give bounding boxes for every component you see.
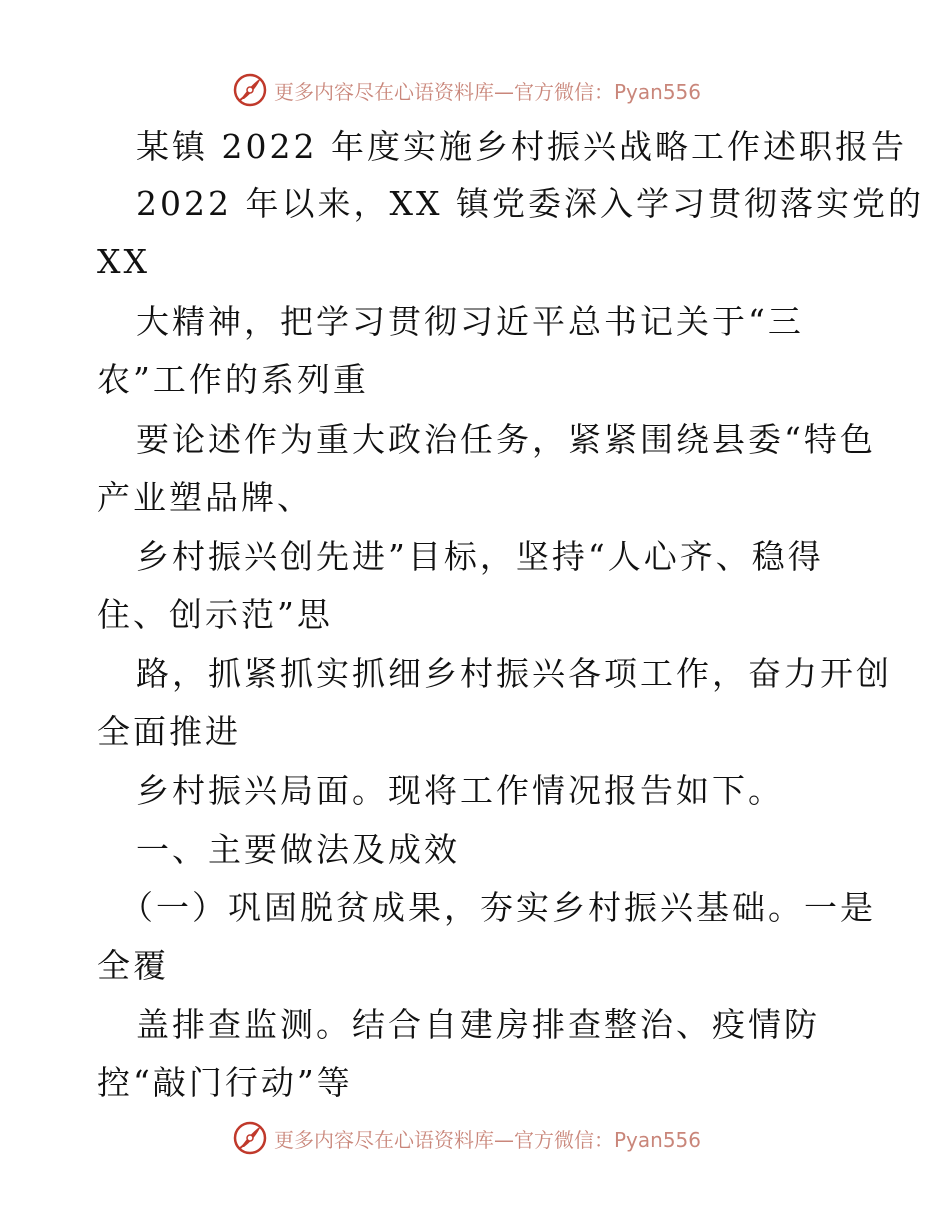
paragraph-line: 要论述作为重大政治任务，紧紧围绕县委“特色	[136, 420, 876, 459]
paragraph-line: 控“敲门行动”等	[97, 1063, 353, 1102]
watermark-text: 更多内容尽在心语资料库—官方微信：Pyan556	[274, 1127, 702, 1152]
document-title: 某镇 2022 年度实施乡村振兴战略工作述职报告	[136, 127, 907, 166]
watermark-banner-top	[232, 70, 701, 110]
paragraph-line: 全覆	[97, 946, 169, 985]
section-heading: 一、主要做法及成效	[136, 830, 460, 869]
paragraph-line: 盖排查监测。结合自建房排查整治、疫情防	[136, 1005, 820, 1044]
watermark-text: 更多内容尽在心语资料库—官方微信：Pyan556	[274, 79, 702, 104]
quill-logo-icon	[232, 72, 268, 108]
paragraph-line: 路，抓紧抓实抓细乡村振兴各项工作，奋力开创	[136, 654, 892, 693]
paragraph-line: 乡村振兴创先进”目标，坚持“人心齐、稳得	[136, 537, 824, 576]
paragraph-line: （一）巩固脱贫成果，夯实乡村振兴基础。一是	[120, 888, 876, 927]
paragraph-line: 大精神，把学习贯彻习近平总书记关于“三	[136, 302, 804, 341]
paragraph-line: 全面推进	[97, 712, 241, 751]
paragraph-line: 住、创示范”思	[97, 595, 333, 634]
paragraph-line: 乡村振兴局面。现将工作情况报告如下。	[136, 771, 784, 810]
quill-logo-icon	[232, 1120, 268, 1156]
paragraph-line: XX	[97, 242, 150, 281]
paragraph-line: 产业塑品牌、	[97, 478, 313, 517]
watermark-banner-bottom	[232, 1118, 701, 1158]
paragraph-line: 2022 年以来，XX 镇党委深入学习贯彻落实党的	[136, 184, 924, 223]
paragraph-line: 农”工作的系列重	[97, 360, 369, 399]
